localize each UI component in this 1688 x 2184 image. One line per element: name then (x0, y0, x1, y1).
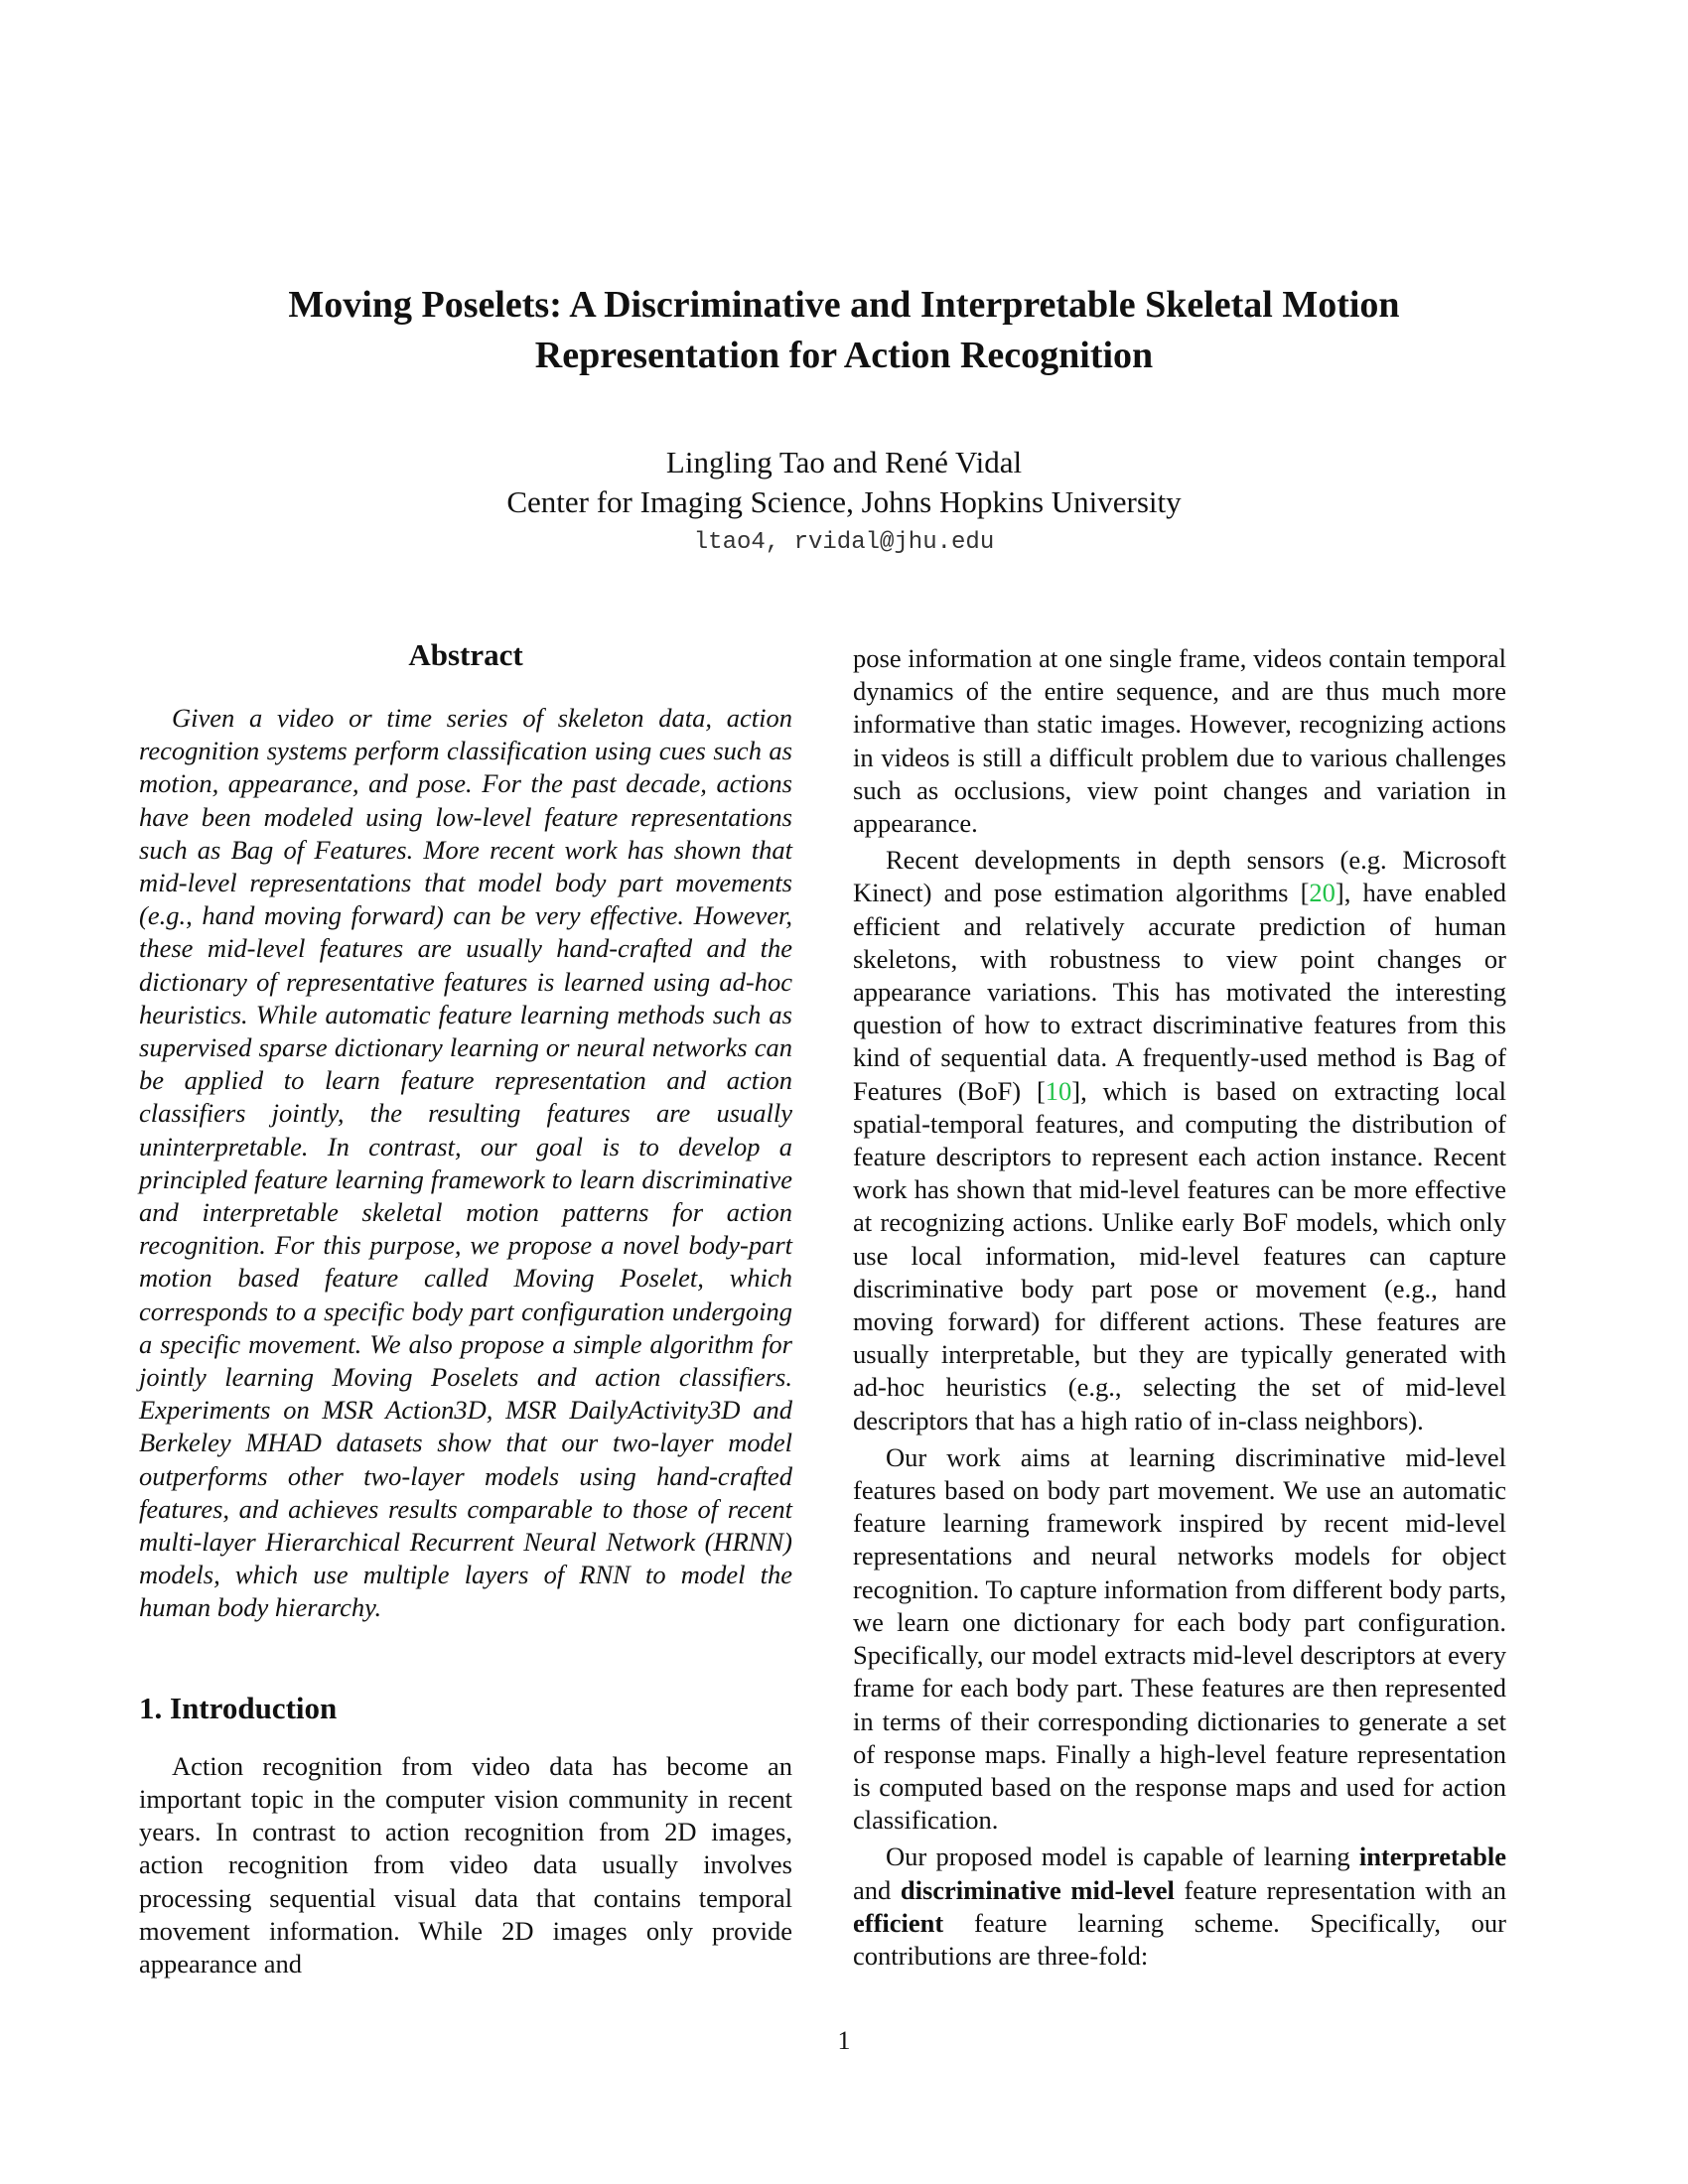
title-line-2: Representation for Action Recognition (534, 335, 1154, 376)
intro-paragraph-3: Our work aims at learning discriminative mid-level features based on body part movement. We use an automatic feature learning framework inspired by recent mid-level representations and neural networks models for object recognition. To capture information from different body parts, we learn one dictionary for each body part configuration. Specifically, our model extracts mid-level descriptors at every frame for each body part. These features are then represented in terms of their corresponding dictionaries to generate a set of response maps. Finally a high-level feature representation is computed based on the response maps and used for action classification. (853, 1441, 1506, 1836)
intro-paragraph-4 (853, 1841, 1506, 1973)
citation-link-20[interactable]: 20 (1309, 878, 1336, 908)
para2-text-1: Recent developments in depth sensors (e.g. Microsoft Kinect) and pose estimation algorithms [ (853, 845, 1506, 908)
left-column (139, 635, 792, 1980)
para4-text-2: and (853, 1874, 901, 1905)
right-column (853, 642, 1506, 1973)
introduction-heading: 1. Introduction (139, 1690, 338, 1725)
para4-text-4: feature learning scheme. Specifically, our contributions are three-fold: (853, 1907, 1506, 1971)
para2-text-3: ], which is based on extracting local spatial-temporal features, and computing the distribution of feature descriptors to represent each action instance. Recent work has shown that mid-level features can be more effective at recognizing actions. Unlike early BoF models, which only use local information, mid-level features can capture discriminative body part pose or movement (e.g., hand moving forward) for different actions. These features are usually interpretable, but they are typically generated with ad-hoc heuristics (e.g., selecting the set of mid-level descriptors that has a high ratio of in-class neighbors). (853, 1075, 1506, 1435)
intro-paragraph-1-continued: pose information at one single frame, videos contain temporal dynamics of the entire sequence, and are thus much more informative than static images. However, recognizing actions in videos is still a difficult problem due to various challenges such as occlusions, view point changes and variation in appearance. (853, 643, 1506, 839)
citation-link-10[interactable]: 10 (1045, 1075, 1072, 1106)
page-number: 1 (837, 2026, 851, 2055)
para4-text-1: Our proposed model is capable of learning (886, 1842, 1359, 1872)
intro-paragraph-2 (853, 844, 1506, 1437)
abstract-text: Given a video or time series of skeleton data, action recognition systems perform classification using cues such as motion, appearance, and pose. For the past decade, actions have been modeled using low-level feature representations such as Bag of Features. More recent work has shown that mid-level representations that model body part movements (e.g., hand moving forward) can be very effective. However, these mid-level features are usually hand-crafted and the dictionary of representative features is learned using ad-hoc heuristics. While automatic feature learning methods such as supervised sparse dictionary learning or neural networks can be applied to learn feature representation and action classifiers jointly, the resulting features are usually uninterpretable. In contrast, our goal is to develop a principled feature learning framework to learn discriminative and interpretable skeletal motion patterns for action recognition. For this purpose, we propose a novel body-part motion based feature called Moving Poselet, which corresponds to a specific body part configuration undergoing a specific movement. We also propose a simple algorithm for jointly learning Moving Poselets and action classifiers. Experiments on MSR Action3D, MSR DailyActivity3D and Berkeley MHAD datasets show that our two-layer model outperforms other two-layer models using hand-crafted features, and achieves results comparable to those of recent multi-layer Hierarchical Recurrent Neural Network (HRNN) models, which use multiple layers of RNN to model the human body hierarchy. (139, 703, 792, 1623)
para4-text-3: feature representation with an (1174, 1874, 1506, 1905)
authors: Lingling Tao and René Vidal (665, 445, 1023, 479)
para4-bold-interpretable: interpretable (1358, 1842, 1506, 1872)
intro-paragraph-1: Action recognition from video data has become an important topic in the computer vision community in recent years. In contrast to action recognition from 2D images, action recognition from video data usually involves processing sequential visual data that contains temporal movement information. While 2D images only provide appearance and (139, 1750, 792, 1979)
para4-bold-discriminative: discriminative mid-level (900, 1874, 1175, 1905)
affiliation: Center for Imaging Science, Johns Hopkins University (506, 484, 1182, 519)
abstract-heading: Abstract (408, 637, 523, 672)
paper-title (149, 280, 1539, 381)
para2-text-2: ], have enabled efficient and relatively accurate prediction of human skeletons, with robustness to view point changes or appearance variations. This has motivated the interesting question of how to extract discriminative features from this kind of sequential data. A frequently-used method is Bag of Features (BoF) [ (853, 878, 1507, 1106)
para4-bold-efficient: efficient (853, 1907, 944, 1938)
title-line-1: Moving Poselets: A Discriminative and Interpretable Skeletal Motion (288, 284, 1400, 326)
author-email: ltao4, rvidal@jhu.edu (693, 529, 995, 556)
